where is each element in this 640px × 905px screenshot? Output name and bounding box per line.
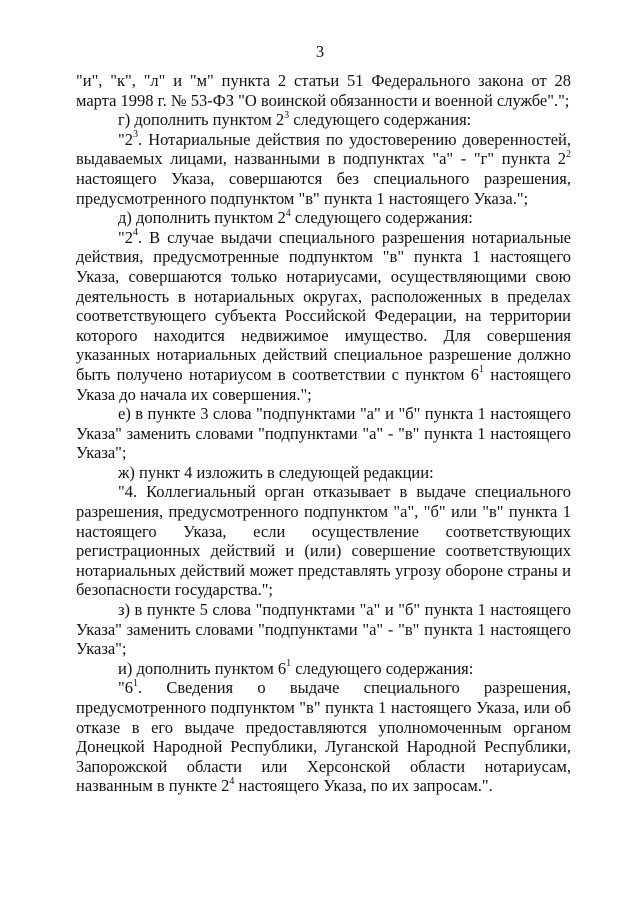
superscript: 1 bbox=[133, 677, 138, 689]
text-segment: "2 bbox=[118, 129, 133, 149]
superscript: 3 bbox=[133, 129, 138, 141]
text-segment: . В случае выдачи специального разрешения нотариальные действия, предусмотренные подпунктом "в" пункта 1 настоящего Указа, совершаются только нотариусами, осуществляющими свою деятельность в нотариальных округах, расположенных в пределах соответствующего субъекта Российской Федерации, на территории которого находится недвижимое имущество. Для совершения указанных нотариальных действий специальное разрешение должно быть получено нотариусом в соответствии с пунктом 6 bbox=[76, 227, 571, 384]
superscript: 2 bbox=[566, 148, 571, 160]
text-segment: настоящего Указа, совершаются без специального разрешения, предусмотренного подпунктом "в" пункта 1 настоящего Указа."; bbox=[76, 168, 571, 208]
paragraph-p5 bbox=[76, 228, 571, 404]
paragraph-p10 bbox=[76, 659, 571, 679]
paragraph-p4 bbox=[76, 208, 571, 228]
text-segment: д) дополнить пунктом 2 bbox=[118, 208, 286, 228]
paragraph-p8 bbox=[76, 482, 571, 600]
superscript: 4 bbox=[133, 227, 138, 239]
paragraph-p1 bbox=[76, 71, 571, 110]
text-segment: настоящего Указа, по их запросам.". bbox=[234, 776, 493, 796]
text-segment: "и", "к", "л" и "м" пункта 2 статьи 51 Федерального закона от 28 марта 1998 г. № 53-ФЗ "О воинской обязанности и военной службе"."; bbox=[76, 71, 571, 110]
text-segment: следующего содержания: bbox=[289, 110, 472, 130]
paragraph-p9 bbox=[76, 600, 571, 659]
text-segment: . Нотариальные действия по удостоверению доверенностей, выдаваемых лицами, названными в подпунктах "а" - "г" пункта 2 bbox=[76, 129, 571, 169]
superscript: 1 bbox=[286, 658, 292, 670]
superscript: 3 bbox=[284, 109, 290, 121]
paragraph-p3 bbox=[76, 130, 571, 208]
text-segment: е) в пункте 3 слова "подпунктами "а" и "б" пункта 1 настоящего Указа" заменить словами "подпунктами "а" - "в" пункта 1 настоящего Указа"; bbox=[76, 404, 571, 463]
text-segment: настоящего Указа до начала их совершения."; bbox=[76, 364, 571, 404]
superscript: 4 bbox=[285, 207, 291, 219]
text-segment: "2 bbox=[118, 227, 133, 247]
text-segment: и) дополнить пунктом 6 bbox=[118, 658, 287, 678]
text-segment: следующего содержания: bbox=[290, 208, 473, 228]
text-segment: ж) пункт 4 изложить в следующей редакции: bbox=[118, 462, 434, 482]
text-segment: з) в пункте 5 слова "подпунктами "а" и "б" пункта 1 настоящего Указа" заменить словами "подпунктами "а" - "в" пункта 1 настоящего Указа"; bbox=[76, 600, 571, 659]
page-number: 3 bbox=[315, 42, 325, 61]
text-segment: "6 bbox=[118, 678, 133, 698]
text-segment: г) дополнить пунктом 2 bbox=[118, 110, 285, 130]
superscript: 1 bbox=[479, 364, 485, 376]
paragraph-p2 bbox=[76, 110, 571, 130]
document-body bbox=[76, 71, 571, 796]
text-segment: "4. Коллегиальный орган отказывает в выдаче специального разрешения, предусмотренного подпунктом "а", "б" или "в" пункта 1 настоящего Указа, если осуществление соответствующих регистрационных действий и (или) совершение соответствующих нотариальных действий может представлять угрозу обороне страны и безопасности государства."; bbox=[76, 482, 571, 600]
paragraph-p11 bbox=[76, 678, 571, 796]
paragraph-p7 bbox=[76, 463, 571, 483]
text-segment: . Сведения о выдаче специального разрешения, предусмотренного подпунктом "в" пункта 1 настоящего Указа, или об отказе в его выдаче предоставляются уполномоченным органом Донецкой Народной Республики, Луганской Народной Республики, Запорожской области или Херсонской области нотариусам, названным в пункте 2 bbox=[76, 678, 571, 796]
superscript: 4 bbox=[229, 775, 235, 787]
text-segment: следующего содержания: bbox=[291, 658, 474, 678]
paragraph-p6 bbox=[76, 404, 571, 463]
